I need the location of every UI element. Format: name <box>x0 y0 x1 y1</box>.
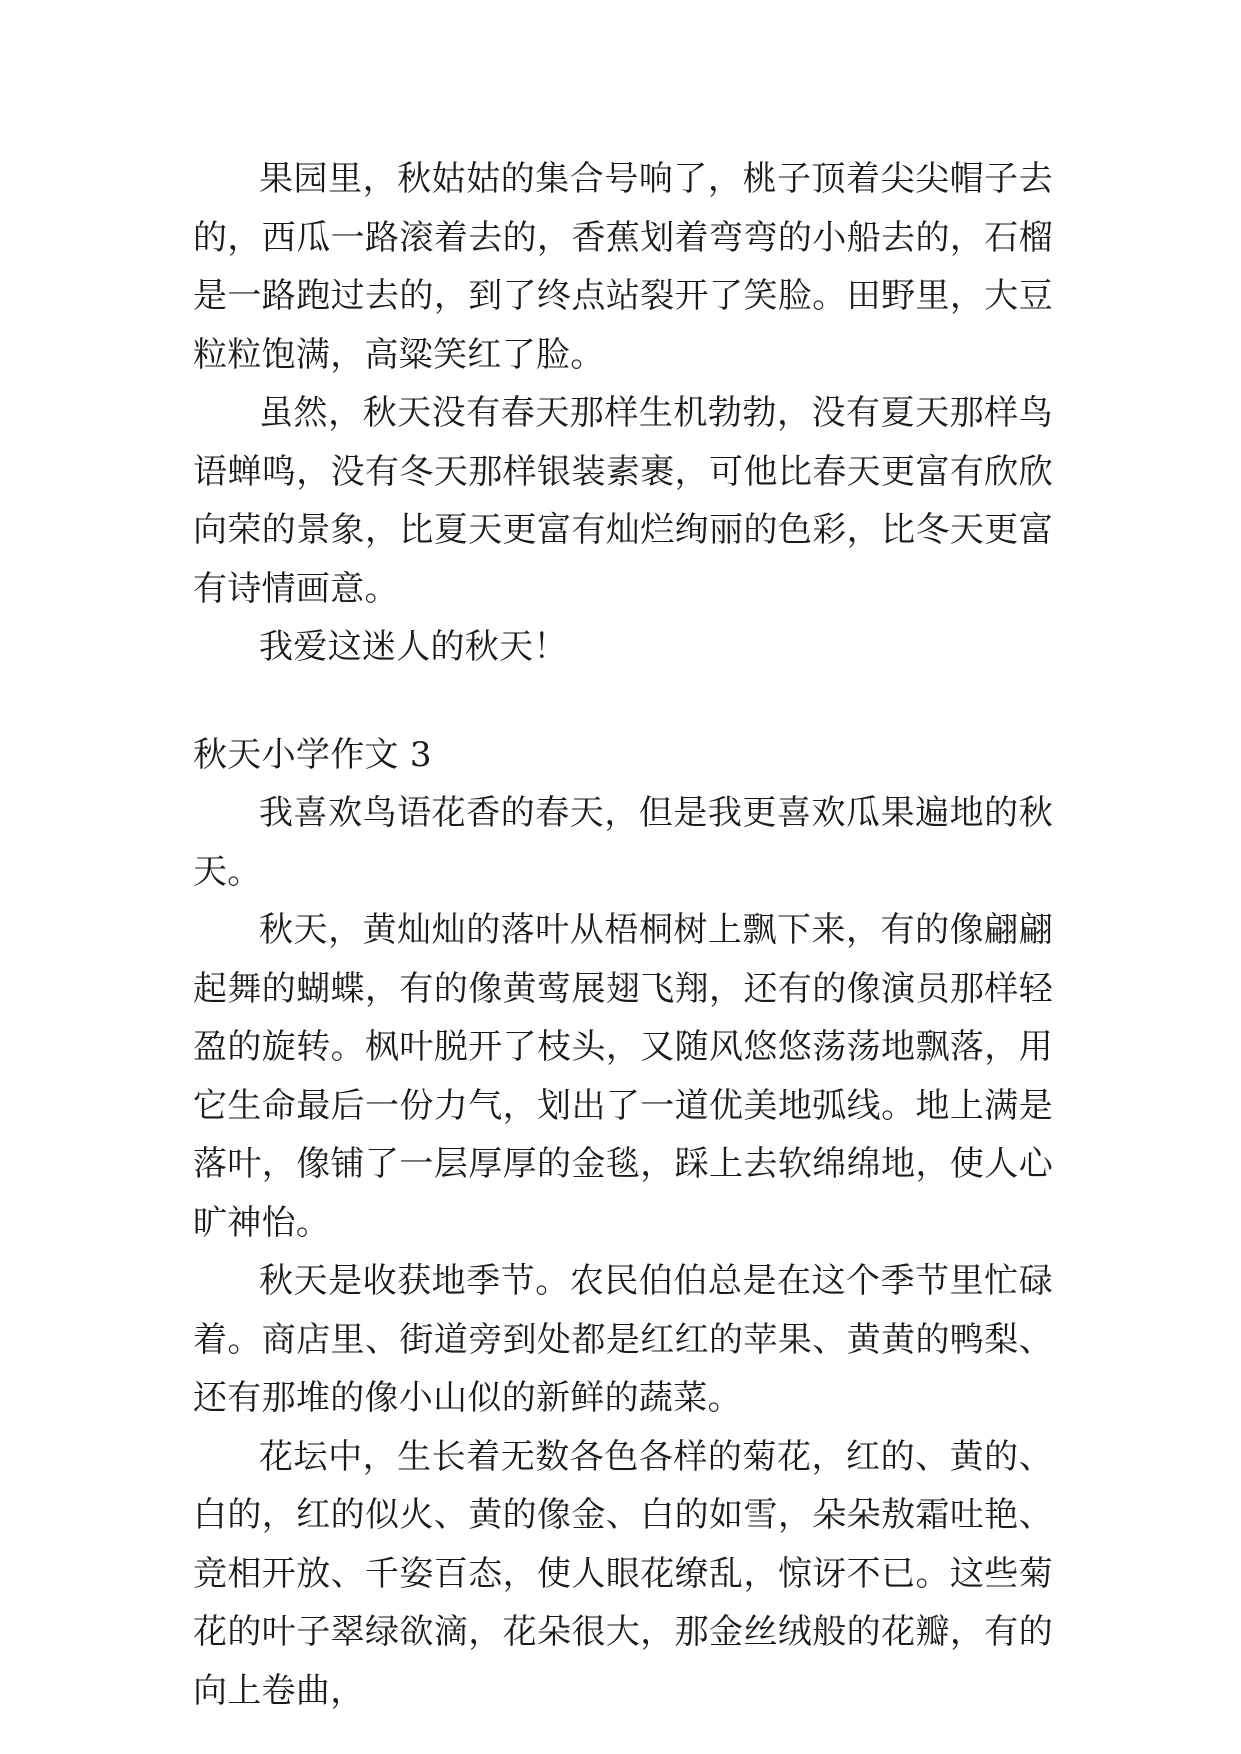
paragraph-falling-leaves: 秋天，黄灿灿的落叶从梧桐树上飘下来，有的像翩翩起舞的蝴蝶，有的像黄莺展翅飞翔，还有的像演员那样轻盈的旋转。枫叶脱开了枝头，又随风悠悠荡荡地飘落，用它生命最后一份力气，划出了一道优美地弧线。地上满是落叶，像铺了一层厚厚的金毯，踩上去软绵绵地，使人心旷神怡。 <box>193 910 1053 1243</box>
paragraph-harvest: 秋天是收获地季节。农民伯伯总是在这个季节里忙碌着。商店里、街道旁到处都是红红的苹果、黄黄的鸭梨、还有那堆的像小山似的新鲜的蔬菜。 <box>193 1261 1053 1418</box>
paragraph-seasons-comparison: 虽然，秋天没有春天那样生机勃勃，没有夏天那样鸟语蝉鸣，没有冬天那样银装素裹，可他比春天更富有欣欣向荣的景象，比夏天更富有灿烂绚丽的色彩，比冬天更富有诗情画意。 <box>193 393 1053 609</box>
section-spacer <box>193 677 1053 726</box>
document-page <box>193 150 1053 1720</box>
paragraph-orchard: 果园里，秋姑姑的集合号响了，桃子顶着尖尖帽子去的，西瓜一路滚着去的，香蕉划着弯弯的小船去的，石榴是一路跑过去的，到了终点站裂开了笑脸。田野里，大豆粒粒饱满，高粱笑红了脸。 <box>193 159 1053 375</box>
paragraph-chrysanthemums: 花坛中，生长着无数各色各样的菊花，红的、黄的、白的，红的似火、黄的像金、白的如雪，朵朵敖霜吐艳、竞相开放、千姿百态，使人眼花缭乱，惊讶不已。这些菊花的叶子翠绿欲滴，花朵很大，那金丝绒般的花瓣，有的向上卷曲， <box>193 1436 1053 1711</box>
paragraph-love-autumn: 我爱这迷人的秋天！ <box>259 627 568 667</box>
paragraph-intro: 我喜欢鸟语花香的春天，但是我更喜欢瓜果遍地的秋天。 <box>193 793 1053 892</box>
section-title: 秋天小学作文 3 <box>193 734 432 775</box>
